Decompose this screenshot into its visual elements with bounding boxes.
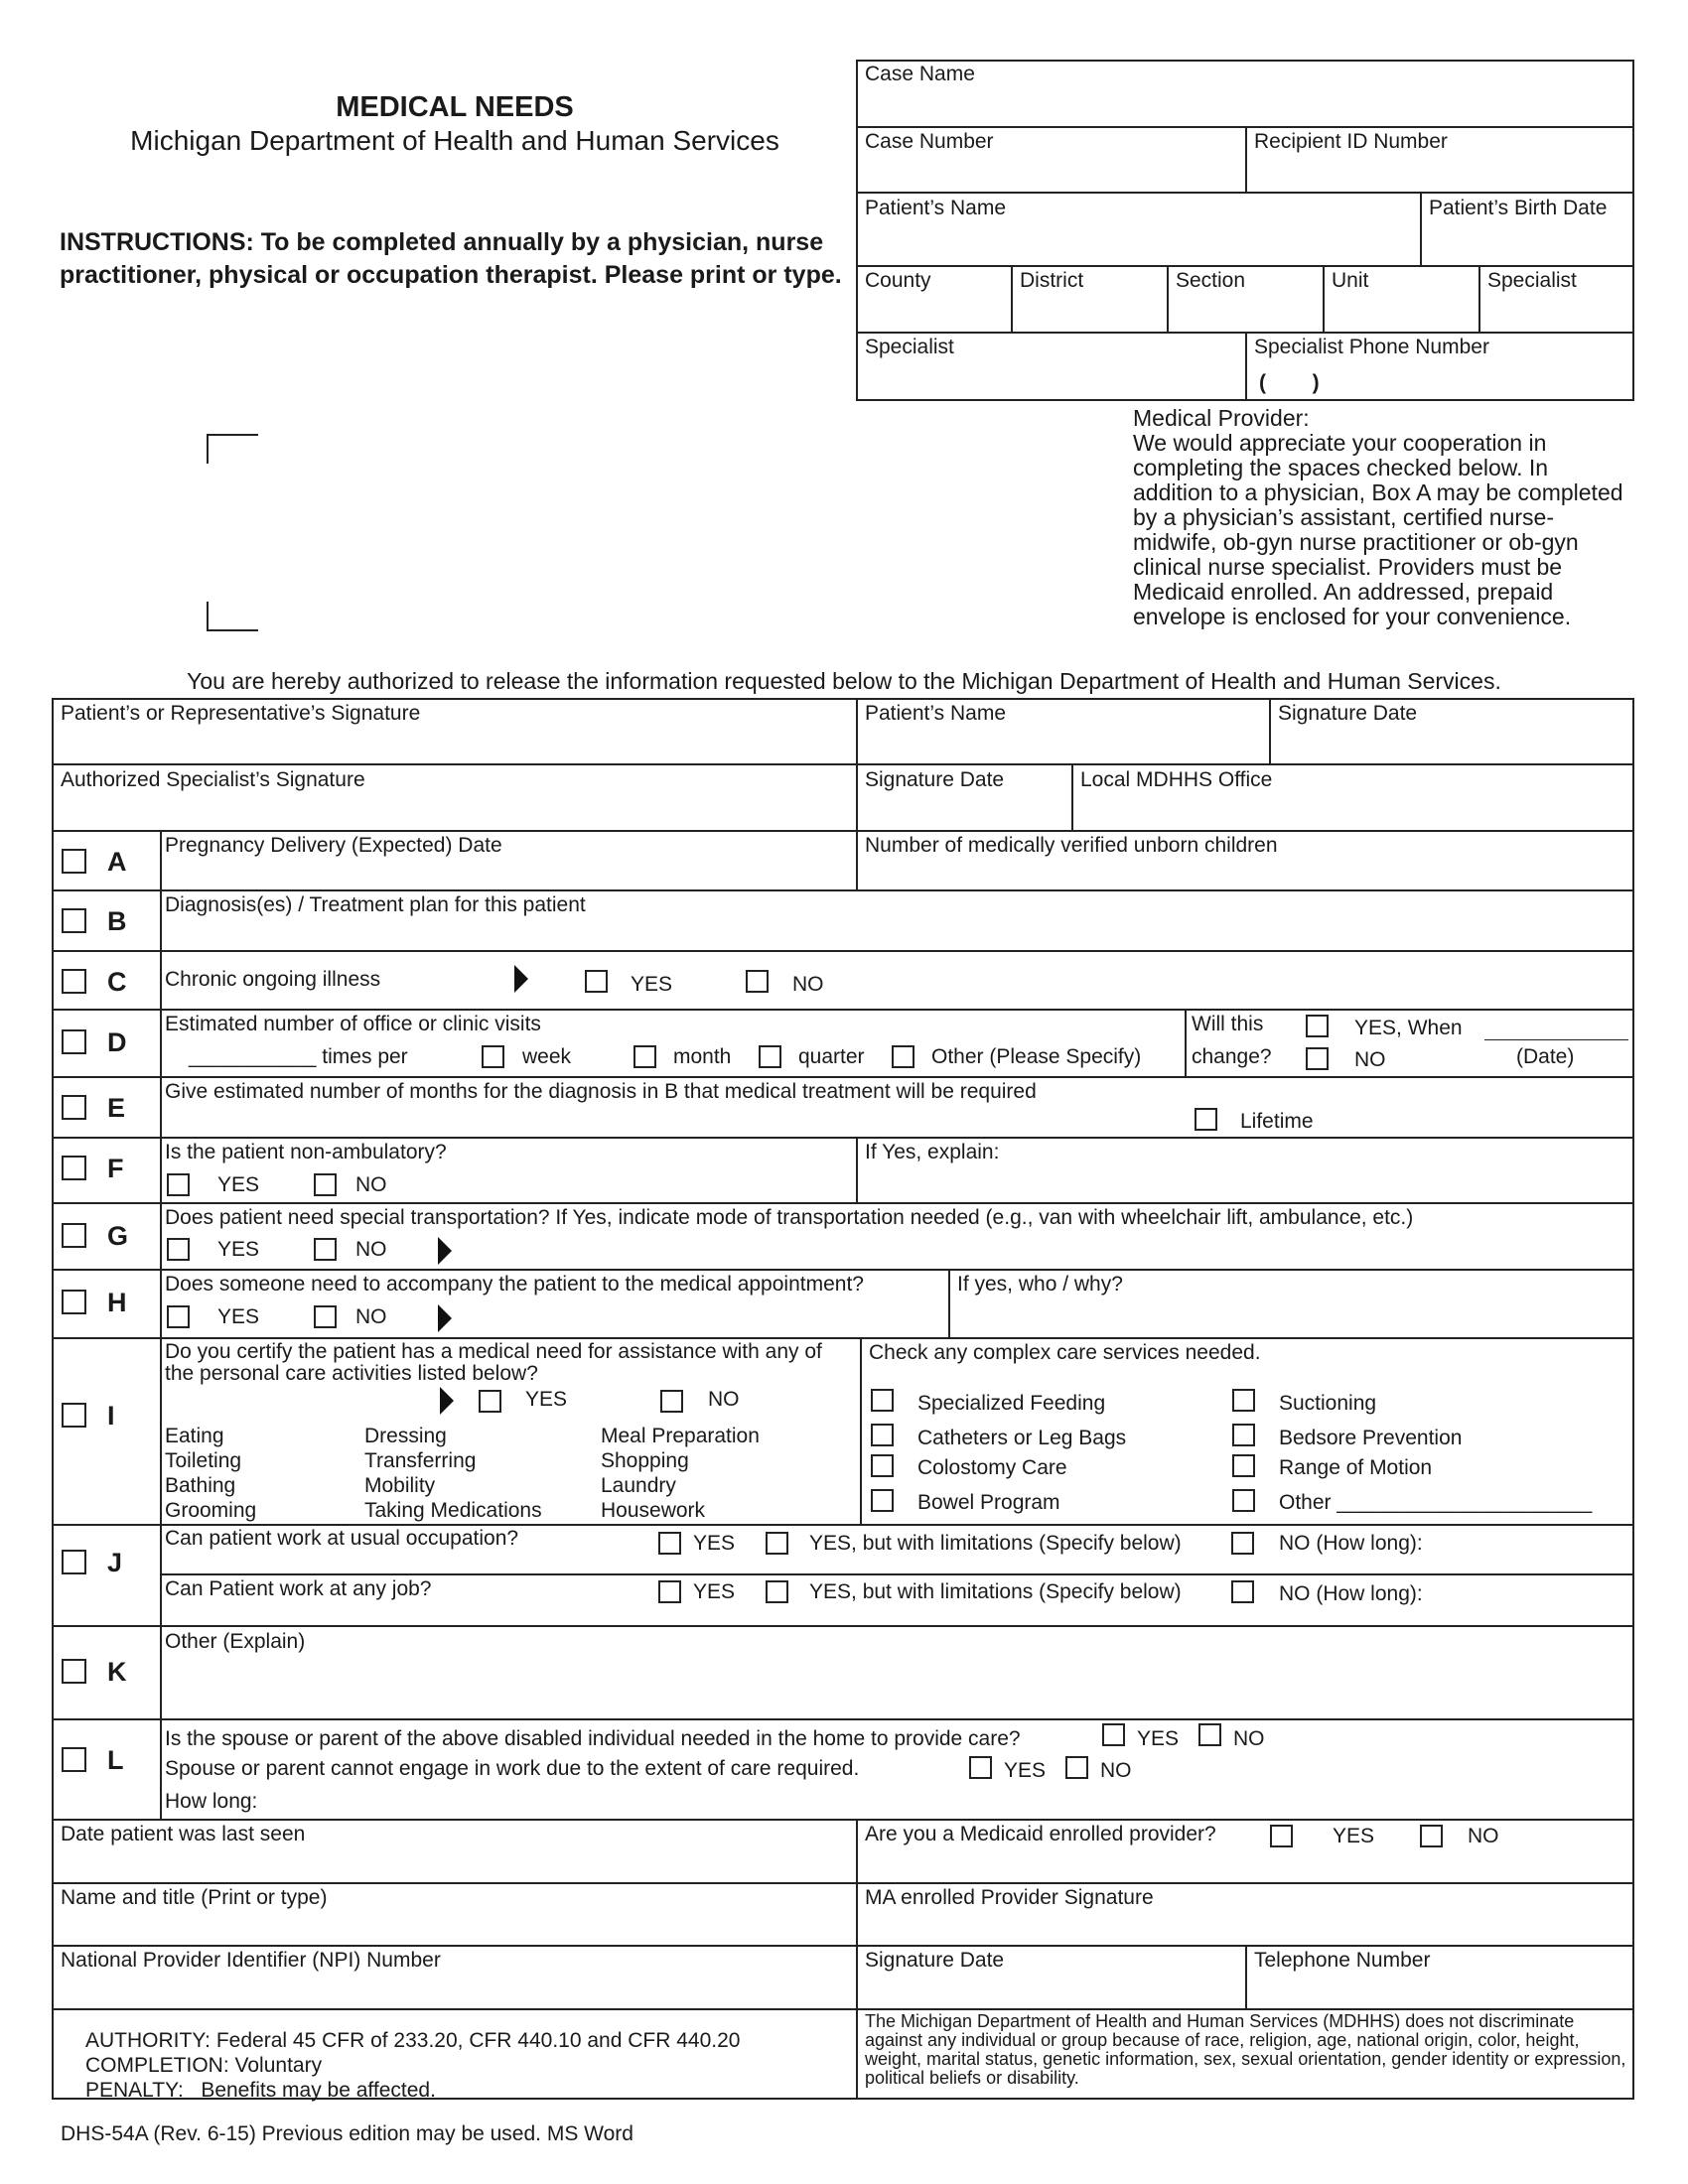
personal-care-yes-checkbox[interactable] bbox=[479, 1390, 501, 1413]
quarter-label: quarter bbox=[798, 1045, 865, 1068]
non-ambulatory-label: Is the patient non-ambulatory? bbox=[165, 1141, 447, 1163]
section-b-letter: B bbox=[107, 906, 127, 936]
complex-care-item: Catheters or Leg Bags bbox=[917, 1427, 1127, 1449]
caregiver-question: Is the spouse or parent of the above disabled individual needed in the home to provide care? bbox=[165, 1727, 1021, 1750]
activity-item: Taking Medications bbox=[364, 1499, 542, 1522]
section-f-letter: F bbox=[107, 1154, 124, 1183]
caregiver-no-label: NO bbox=[1233, 1727, 1265, 1750]
usual-yes-checkbox[interactable] bbox=[658, 1532, 681, 1555]
accompany-yes-label: YES bbox=[217, 1305, 260, 1328]
accompany-yes-checkbox[interactable] bbox=[167, 1305, 190, 1328]
birth-date-field[interactable]: Patient’s Birth Date bbox=[1429, 197, 1608, 219]
any-job-yes-limited-checkbox[interactable] bbox=[766, 1580, 788, 1603]
complex-care-item: Colostomy Care bbox=[917, 1456, 1067, 1479]
unborn-children-label[interactable]: Number of medically verified unborn children bbox=[865, 834, 1278, 857]
chronic-illness-label: Chronic ongoing illness bbox=[165, 968, 381, 991]
section-a-checkbox[interactable] bbox=[62, 849, 86, 874]
specialist-signature-date-field[interactable]: Signature Date bbox=[865, 768, 1005, 791]
cannot-work-yes-checkbox[interactable] bbox=[969, 1756, 992, 1779]
transport-no-checkbox[interactable] bbox=[314, 1238, 337, 1261]
any-job-question: Can Patient work at any job? bbox=[165, 1577, 432, 1600]
any-job-no-checkbox[interactable] bbox=[1231, 1580, 1254, 1603]
instructions: INSTRUCTIONS: To be completed annually by a physician, nurse practitioner, physical or occupation therapist. Please print or type. bbox=[60, 228, 842, 289]
signature-date-field[interactable]: Signature Date bbox=[1278, 702, 1418, 725]
usual-no-label: NO (How long): bbox=[1279, 1532, 1423, 1555]
transport-yes-checkbox[interactable] bbox=[167, 1238, 190, 1261]
patient-name-field[interactable]: Patient’s Name bbox=[865, 197, 1007, 219]
section-k-letter: K bbox=[107, 1657, 127, 1687]
activity-item: Shopping bbox=[601, 1449, 689, 1472]
non-ambulatory-yes-label: YES bbox=[217, 1173, 260, 1196]
ma-provider-signature-field[interactable]: MA enrolled Provider Signature bbox=[865, 1886, 1154, 1909]
arrow-pointer-icon bbox=[438, 1304, 452, 1332]
month-label: month bbox=[673, 1045, 732, 1068]
usual-yes-limited-checkbox[interactable] bbox=[766, 1532, 788, 1555]
change-yes-when-label: YES, When bbox=[1354, 1017, 1463, 1039]
section-j-checkbox[interactable] bbox=[62, 1550, 86, 1574]
case-name-field[interactable]: Case Name bbox=[865, 63, 975, 85]
arrow-pointer-icon bbox=[438, 1237, 452, 1265]
change-no-label: NO bbox=[1354, 1048, 1386, 1071]
complex-care-checkbox[interactable] bbox=[871, 1489, 894, 1512]
transportation-label[interactable]: Does patient need special transportation? If Yes, indicate mode of transportation needed (e.g., van with wheelchair lift, ambulance, etc.) bbox=[165, 1206, 1414, 1229]
section-h-letter: H bbox=[107, 1288, 127, 1317]
complex-care-checkbox[interactable] bbox=[871, 1454, 894, 1477]
chronic-yes-label: YES bbox=[631, 973, 673, 996]
district-field[interactable]: District bbox=[1020, 269, 1084, 292]
address-window-mark-top bbox=[207, 434, 258, 464]
medicaid-no-checkbox[interactable] bbox=[1420, 1825, 1443, 1847]
section-i-letter: I bbox=[107, 1401, 115, 1431]
caregiver-yes-label: YES bbox=[1137, 1727, 1180, 1750]
phone-parens: ( ) bbox=[1259, 371, 1320, 394]
change-date-line[interactable] bbox=[1484, 1039, 1628, 1040]
activity-item: Toileting bbox=[165, 1449, 242, 1472]
accompany-no-checkbox[interactable] bbox=[314, 1305, 337, 1328]
change-no-checkbox[interactable] bbox=[1306, 1047, 1329, 1070]
personal-care-yes-label: YES bbox=[525, 1388, 568, 1411]
complex-care-item: Other ______________________ bbox=[1279, 1491, 1593, 1514]
lifetime-label: Lifetime bbox=[1240, 1110, 1314, 1133]
cannot-work-no-label: NO bbox=[1100, 1759, 1132, 1782]
activity-item: Dressing bbox=[364, 1425, 447, 1447]
complex-care-checkbox[interactable] bbox=[1232, 1424, 1255, 1446]
section-d-checkbox[interactable] bbox=[62, 1029, 86, 1054]
penalty-text: PENALTY: Benefits may be affected. bbox=[85, 2079, 436, 2102]
complex-care-checkbox[interactable] bbox=[871, 1389, 894, 1412]
specialist-field[interactable]: Specialist bbox=[1487, 269, 1577, 292]
section-g-checkbox[interactable] bbox=[62, 1223, 86, 1248]
usual-yes-limited-label: YES, but with limitations (Specify below) bbox=[809, 1532, 1182, 1555]
section-c-checkbox[interactable] bbox=[62, 969, 86, 994]
activity-item: Grooming bbox=[165, 1499, 257, 1522]
accompany-who-field[interactable]: If yes, who / why? bbox=[957, 1273, 1123, 1296]
section-l-checkbox[interactable] bbox=[62, 1747, 86, 1772]
form-title: MEDICAL NEEDS bbox=[336, 91, 574, 123]
section-d-letter: D bbox=[107, 1027, 127, 1057]
complex-care-checkbox[interactable] bbox=[871, 1424, 894, 1446]
cannot-work-yes-label: YES bbox=[1004, 1759, 1047, 1782]
unit-field[interactable]: Unit bbox=[1332, 269, 1369, 292]
chronic-no-checkbox[interactable] bbox=[746, 970, 769, 993]
activity-item: Bathing bbox=[165, 1474, 236, 1497]
section-c-letter: C bbox=[107, 967, 127, 997]
section-l-letter: L bbox=[107, 1745, 124, 1775]
provider-signature-date-field[interactable]: Signature Date bbox=[865, 1949, 1005, 1972]
last-seen-field[interactable]: Date patient was last seen bbox=[61, 1823, 306, 1845]
will-this-label: Will this bbox=[1192, 1013, 1264, 1035]
transport-no-label: NO bbox=[355, 1238, 387, 1261]
caregiver-no-checkbox[interactable] bbox=[1198, 1723, 1221, 1746]
section-h-checkbox[interactable] bbox=[62, 1290, 86, 1314]
authorization-statement: You are hereby authorized to release the information requested below to the Michigan Department of Health and Human Services. bbox=[187, 668, 1501, 694]
chronic-no-label: NO bbox=[792, 973, 824, 996]
lifetime-checkbox[interactable] bbox=[1195, 1108, 1217, 1131]
change-yes-checkbox[interactable] bbox=[1306, 1015, 1329, 1037]
any-job-yes-checkbox[interactable] bbox=[658, 1580, 681, 1603]
complex-care-checkbox[interactable] bbox=[1232, 1454, 1255, 1477]
complex-care-item: Bedsore Prevention bbox=[1279, 1427, 1463, 1449]
activity-item: Eating bbox=[165, 1425, 224, 1447]
visits-label: Estimated number of office or clinic visits bbox=[165, 1013, 541, 1035]
week-label: week bbox=[522, 1045, 572, 1068]
any-job-no-label: NO (How long): bbox=[1279, 1582, 1423, 1605]
activity-item: Laundry bbox=[601, 1474, 676, 1497]
accompany-label: Does someone need to accompany the patient to the medical appointment? bbox=[165, 1273, 864, 1296]
case-number-field[interactable]: Case Number bbox=[865, 130, 994, 153]
how-long-field[interactable]: How long: bbox=[165, 1790, 258, 1813]
provider-note-body: We would appreciate your cooperation in completing the spaces checked below. In addition to a physician, Box A may be completed by a physician’s assistant, certified nurse-midwife, ob-gyn nurse practitioner or ob-gyn clinical nurse specialist. Providers must be Medicaid enrolled. An addressed, prepaid envelope is enclosed for your convenience. bbox=[1133, 430, 1623, 629]
personal-care-question: Do you certify the patient has a medical need for assistance with any of the personal care activities listed below? bbox=[165, 1340, 822, 1385]
section-j-letter: J bbox=[107, 1548, 123, 1577]
completion-text: COMPLETION: Voluntary bbox=[85, 2054, 323, 2077]
telephone-field[interactable]: Telephone Number bbox=[1254, 1949, 1431, 1972]
activity-item: Meal Preparation bbox=[601, 1425, 760, 1447]
medicaid-no-label: NO bbox=[1468, 1825, 1499, 1847]
section-b-checkbox[interactable] bbox=[62, 908, 86, 933]
local-office-field[interactable]: Local MDHHS Office bbox=[1080, 768, 1273, 791]
specialist-name-field[interactable]: Specialist bbox=[865, 336, 954, 358]
chronic-yes-checkbox[interactable] bbox=[585, 970, 608, 993]
treatment-months-label[interactable]: Give estimated number of months for the diagnosis in B that medical treatment will be required bbox=[165, 1080, 1037, 1103]
cannot-work-no-checkbox[interactable] bbox=[1065, 1756, 1088, 1779]
usual-yes-label: YES bbox=[693, 1532, 736, 1555]
complex-care-checkbox[interactable] bbox=[1232, 1389, 1255, 1412]
complex-care-checkbox[interactable] bbox=[1232, 1489, 1255, 1512]
authority-text: AUTHORITY: Federal 45 CFR of 233.20, CFR 440.10 and CFR 440.20 bbox=[85, 2029, 741, 2052]
section-a-letter: A bbox=[107, 847, 127, 877]
complex-care-item: Suctioning bbox=[1279, 1392, 1377, 1415]
non-ambulatory-yes-checkbox[interactable] bbox=[167, 1173, 190, 1196]
diagnosis-label[interactable]: Diagnosis(es) / Treatment plan for this patient bbox=[165, 893, 586, 916]
change-label: change? bbox=[1192, 1045, 1272, 1068]
activity-item: Housework bbox=[601, 1499, 706, 1522]
change-date-caption: (Date) bbox=[1516, 1045, 1575, 1068]
week-checkbox[interactable] bbox=[482, 1045, 504, 1068]
times-per-field[interactable]: ___________ times per bbox=[189, 1045, 408, 1068]
cannot-work-question: Spouse or parent cannot engage in work due to the extent of care required. bbox=[165, 1757, 860, 1780]
section-g-letter: G bbox=[107, 1221, 129, 1251]
name-title-field[interactable]: Name and title (Print or type) bbox=[61, 1886, 328, 1909]
quarter-checkbox[interactable] bbox=[759, 1045, 781, 1068]
activity-item: Transferring bbox=[364, 1449, 477, 1472]
sig-patient-name-field[interactable]: Patient’s Name bbox=[865, 702, 1007, 725]
complex-care-label: Check any complex care services needed. bbox=[869, 1341, 1261, 1364]
complex-care-item: Specialized Feeding bbox=[917, 1392, 1106, 1415]
medicaid-yes-checkbox[interactable] bbox=[1270, 1825, 1293, 1847]
county-field[interactable]: County bbox=[865, 269, 931, 292]
any-job-yes-limited-label: YES, but with limitations (Specify below) bbox=[809, 1580, 1182, 1603]
activity-item: Mobility bbox=[364, 1474, 436, 1497]
nondiscrimination-statement: The Michigan Department of Health and Human Services (MDHHS) does not discriminate against any individual or group because of race, religion, age, national origin, color, height, weight, marital status, genetic information, sex, sexual orientation, gender identity or expression, political beliefs or disability. bbox=[865, 2011, 1626, 2088]
recipient-id-field[interactable]: Recipient ID Number bbox=[1254, 130, 1448, 153]
npi-field[interactable]: National Provider Identifier (NPI) Number bbox=[61, 1949, 441, 1972]
provider-note-heading: Medical Provider: bbox=[1133, 405, 1310, 431]
caregiver-yes-checkbox[interactable] bbox=[1102, 1723, 1125, 1746]
section-field[interactable]: Section bbox=[1176, 269, 1246, 292]
auth-specialist-signature-field[interactable]: Authorized Specialist’s Signature bbox=[61, 768, 365, 791]
patient-rep-signature-field[interactable]: Patient’s or Representative’s Signature bbox=[61, 702, 421, 725]
specialist-phone-field[interactable]: Specialist Phone Number bbox=[1254, 336, 1489, 358]
complex-care-item: Range of Motion bbox=[1279, 1456, 1433, 1479]
complex-care-item: Bowel Program bbox=[917, 1491, 1060, 1514]
form-id-footer: DHS-54A (Rev. 6-15) Previous edition may be used. MS Word bbox=[61, 2122, 633, 2145]
non-ambulatory-explain-field[interactable]: If Yes, explain: bbox=[865, 1141, 1000, 1163]
personal-care-no-checkbox[interactable] bbox=[660, 1390, 683, 1413]
address-window-mark-bottom bbox=[207, 602, 258, 631]
department-name: Michigan Department of Health and Human Services bbox=[130, 125, 779, 156]
section-e-letter: E bbox=[107, 1093, 126, 1123]
section-k-checkbox[interactable] bbox=[62, 1659, 86, 1684]
non-ambulatory-no-label: NO bbox=[355, 1173, 387, 1196]
section-e-checkbox[interactable] bbox=[62, 1095, 86, 1120]
arrow-pointer-icon bbox=[440, 1387, 454, 1415]
arrow-pointer-icon bbox=[514, 965, 528, 993]
other-frequency-label: Other (Please Specify) bbox=[931, 1045, 1142, 1068]
personal-care-no-label: NO bbox=[708, 1388, 740, 1411]
any-job-yes-label: YES bbox=[693, 1580, 736, 1603]
transport-yes-label: YES bbox=[217, 1238, 260, 1261]
non-ambulatory-no-checkbox[interactable] bbox=[314, 1173, 337, 1196]
month-checkbox[interactable] bbox=[633, 1045, 656, 1068]
accompany-no-label: NO bbox=[355, 1305, 387, 1328]
usual-no-checkbox[interactable] bbox=[1231, 1532, 1254, 1555]
delivery-date-label[interactable]: Pregnancy Delivery (Expected) Date bbox=[165, 834, 502, 857]
section-f-checkbox[interactable] bbox=[62, 1156, 86, 1180]
medicaid-yes-label: YES bbox=[1333, 1825, 1375, 1847]
usual-occupation-question: Can patient work at usual occupation? bbox=[165, 1527, 519, 1550]
medicaid-question: Are you a Medicaid enrolled provider? bbox=[865, 1823, 1216, 1845]
section-i-checkbox[interactable] bbox=[62, 1403, 86, 1428]
other-explain-field[interactable]: Other (Explain) bbox=[165, 1630, 306, 1653]
other-frequency-checkbox[interactable] bbox=[892, 1045, 914, 1068]
